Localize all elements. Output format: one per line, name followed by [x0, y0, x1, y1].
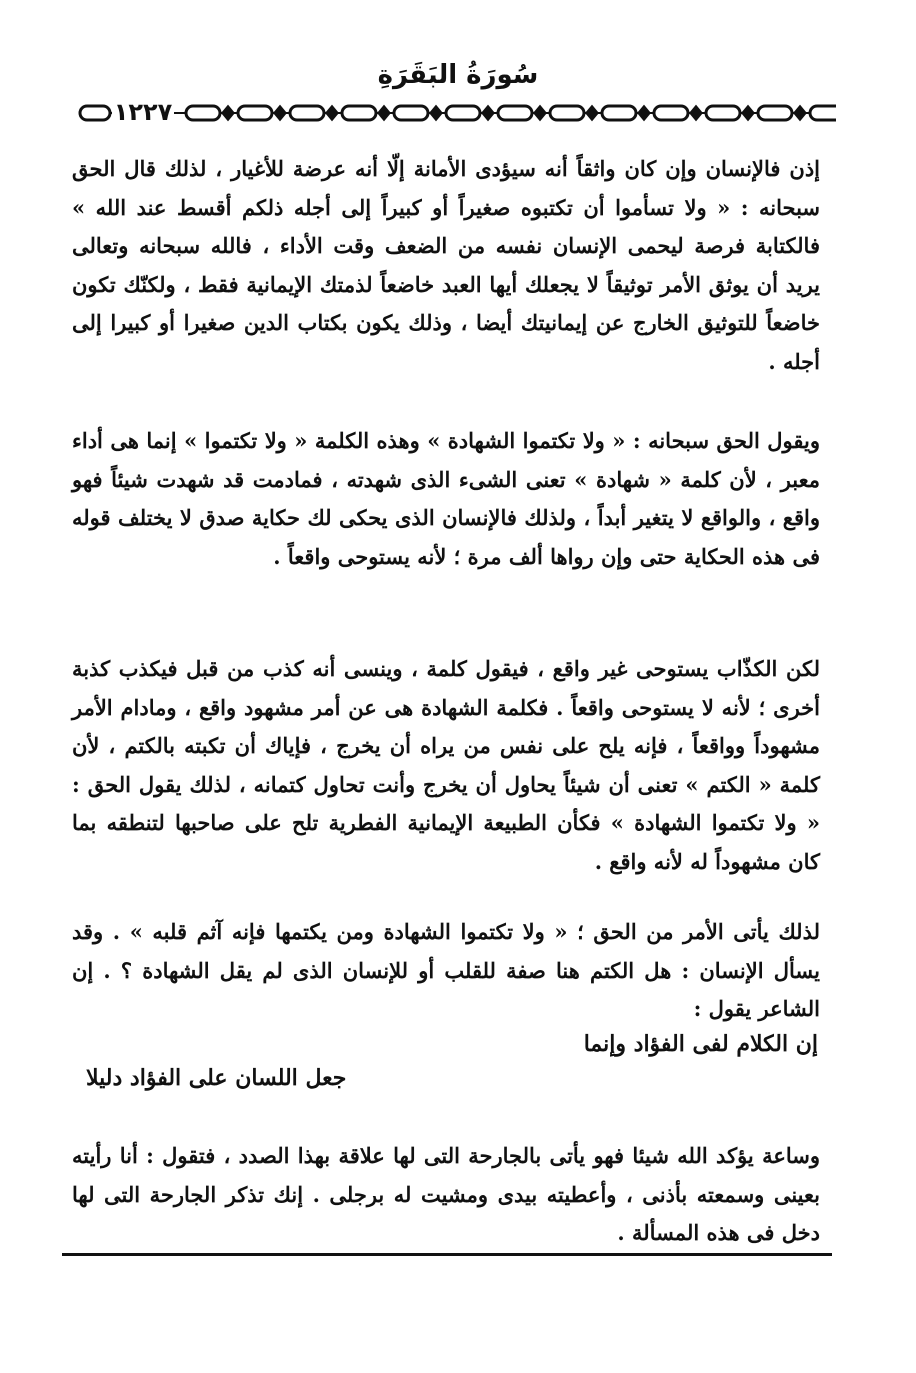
chain-diamond: [431, 107, 441, 119]
chain-diamond: [795, 107, 805, 119]
chain-diamond: [483, 107, 493, 119]
paragraph-3: [72, 650, 820, 881]
paragraph-text: ويقول الحق سبحانه : « ولا تكتموا الشهادة » وهذه الكلمة « ولا تكتموا » إنما هى أداء معبر ، لأن كلمة « شهادة » تعنى الشىء الذى شهدته ، فمادمت قد شهدت شيئاً فهو واقع ، والواقع لا يتغير أبداً ، ولذلك فالإنسان الذى يحكى لك حكاية صدق لا يختلف قوله فى هذه الحكاية حتى وإن رواها ألف مرة ؛ لأنه يستوحى واقعاً .: [72, 428, 820, 569]
chain-link: [290, 106, 324, 120]
chain-link: [238, 106, 272, 120]
chain-diamond: [743, 107, 753, 119]
paragraph-text: وساعة يؤكد الله شيئا فهو يأتى بالجارحة التى لها علاقة بهذا الصدد ، فتقول : أنا رأيته بعينى وسمعته بأذنى ، وأعطيته بيدى ومشيت له برجلى . إنك تذكر الجارحة التى لها دخل فى هذه المسألة .: [72, 1143, 820, 1245]
paragraph-4: [72, 913, 820, 1029]
chain-diamond: [327, 107, 337, 119]
chain-link: [758, 106, 792, 120]
chain-link: [446, 106, 480, 120]
paragraph-1: [72, 150, 820, 381]
chain-link: [186, 106, 220, 120]
chain-link: [394, 106, 428, 120]
paragraph-text: لذلك يأتى الأمر من الحق ؛ « ولا تكتموا الشهادة ومن يكتمها فإنه آثم قلبه » . وقد يسأل الإنسان : هل الكتم هنا صفة للقلب أو للإنسان الذى لم يقل الشهادة ؟ . إن الشاعر يقول :: [72, 919, 820, 1021]
bottom-rule: [62, 1253, 832, 1256]
chain-link: [810, 106, 836, 120]
poem-verse-1: إن الكلام لفى الفؤاد وإنما: [583, 1031, 818, 1057]
chain-diamond: [275, 107, 285, 119]
surah-title: سُورَةُ البَقَرَةِ: [377, 60, 539, 90]
chain-link: [342, 106, 376, 120]
chain-diamond: [587, 107, 597, 119]
chain-diamond: [379, 107, 389, 119]
chain-link: [602, 106, 636, 120]
paragraph-text: إذن فالإنسان وإن كان واثقاً أنه سيؤدى الأمانة إلّا أنه عرضة للأغيار ، لذلك قال الحق سبحانه : « ولا تسأموا أن تكتبوه صغيراً أو كبيراً إلى أجله ذلكم أقسط عند الله » فالكتابة فرصة ليحمى الإنسان نفسه من الضعف وقت الأداء ، فالله سبحانه وتعالى يريد أن يوثق الأمر توثيقاً لا يجعلك أيها العبد خاضعاً لذمتك الإيمانية فقط ، ولكنّك تكون خاضعاً للتوثيق الخارج عن إيمانيتك أيضا ، وذلك يكون بكتاب الدين صغيرا أو كبيرا إلى أجله .: [72, 156, 820, 374]
chain-link: [706, 106, 740, 120]
chain-diamond: [639, 107, 649, 119]
chain-diamond: [535, 107, 545, 119]
chain-diamond: [691, 107, 701, 119]
chain-link: [550, 106, 584, 120]
ornamental-border: [76, 98, 836, 128]
chain-link: [654, 106, 688, 120]
paragraph-2: [72, 422, 820, 576]
page-number: ١٢٢٧: [113, 98, 173, 126]
poem-verse-2: جعل اللسان على الفؤاد دليلا: [86, 1065, 347, 1091]
paragraph-5: [72, 1137, 820, 1253]
chain-link: [498, 106, 532, 120]
paragraph-text: لكن الكذّاب يستوحى غير واقع ، فيقول كلمة ، وينسى أنه كذب من قبل فيكذب كذبة أخرى ؛ لأنه لا يستوحى واقعاً . فكلمة الشهادة هى عن أمر مشهود واقع ، ومادام الأمر مشهوداً وواقعاً ، فإنه يلح على نفس من يراه أن يخرج ، فإياك أن تكبته بالكتم ، لأن كلمة « الكتم » تعنى أن شيئاً يحاول أن يخرج وأنت تحاول كتمانه ، لذلك يقول الحق : « ولا تكتموا الشهادة » فكأن الطبيعة الإيمانية الفطرية تلح على صاحبها لتنطقه بما كان مشهوداً له لأنه واقع .: [72, 656, 820, 874]
chain-diamond: [223, 107, 233, 119]
